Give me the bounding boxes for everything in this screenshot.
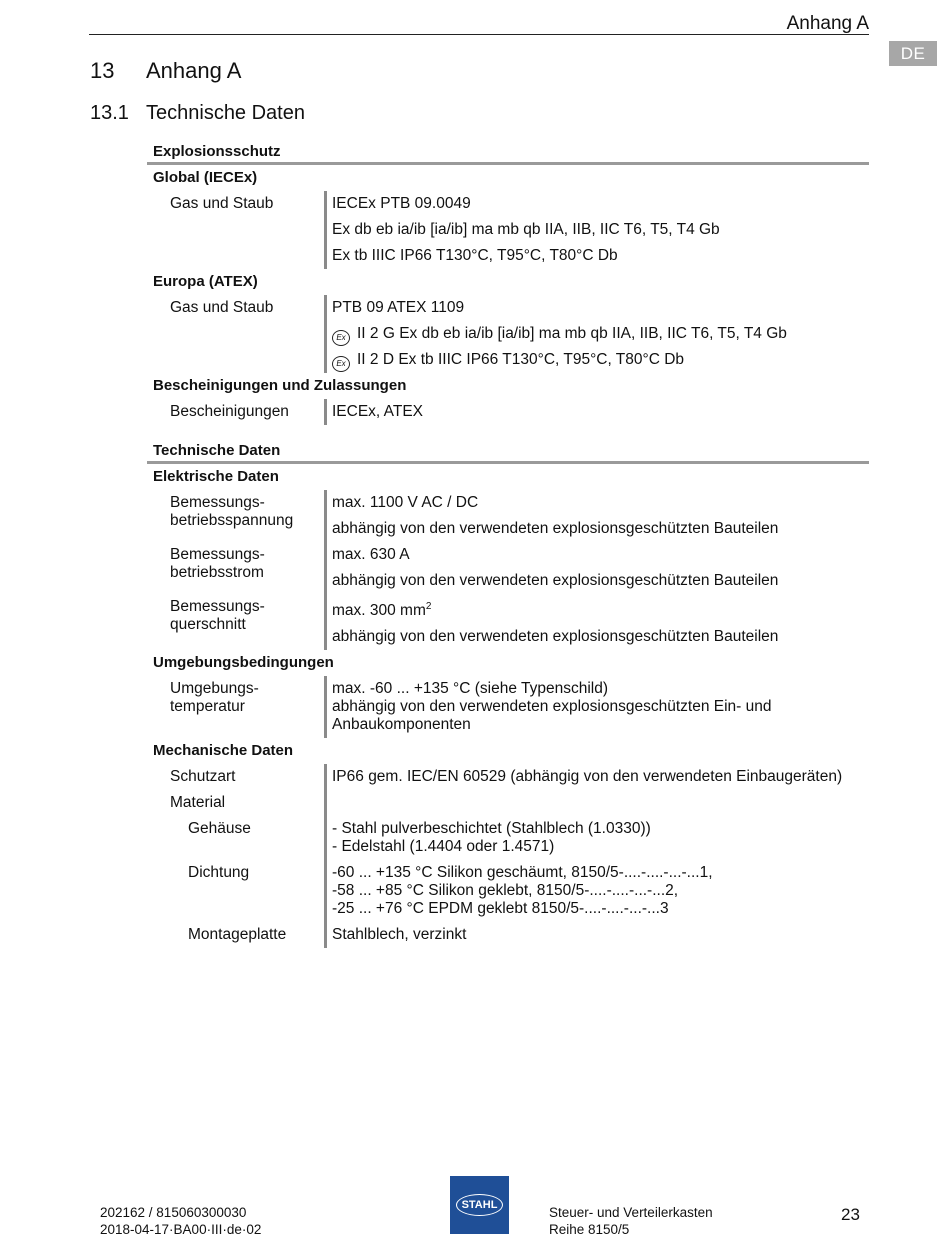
value-text: II 2 D Ex tb IIIC IP66 T130°C, T95°C, T80°C Db [357,351,685,368]
label-line: Umgebungs- [170,680,259,698]
value-text: - Stahl pulverbeschichtet (Stahlblech (1.0330)) [332,820,651,838]
label-line: Bemessungs- [170,598,265,615]
footer-document-info [100,1204,261,1238]
spec-row-europa-gas [147,295,869,373]
spec-row-seal [147,860,869,922]
value-line: PTB 09 ATEX 1109 [332,299,465,316]
spec-row-protection-class [147,764,869,790]
value-text: max. 300 mm [332,602,426,620]
spec-row-mounting-plate [147,922,869,948]
value-line [332,790,869,816]
section-title: Technische Daten [146,102,305,124]
spec-row-certs [147,399,869,425]
value-line: Stahlblech, verzinkt [332,926,467,944]
value-line: IECEx, ATEX [332,403,424,420]
group-title-ambient: Umgebungsbedingungen [153,654,334,672]
value-text: -60 ... +135 °C Silikon geschäumt, 8150/5-....-....-...-...1, [332,864,713,882]
value-block [332,816,869,860]
row-label: Gas und Staub [170,195,274,212]
row-values [324,764,869,790]
group-title-electrical: Elektrische Daten [153,468,279,485]
value-text: Anbaukomponenten [332,716,471,734]
value-line: Ex tb IIIC IP66 T130°C, T95°C, T80°C Db [332,247,618,264]
document-version: 2018-04-17·BA00·III·de·02 [100,1222,262,1237]
logo-text: STAHL [456,1194,503,1216]
value-text: - Edelstahl (1.4404 oder 1.4571) [332,838,555,856]
technical-data-section [147,439,869,948]
value-block [332,860,869,922]
section-heading [90,102,305,125]
row-values [324,399,869,425]
row-label: Gas und Staub [170,299,274,316]
value-line [332,321,869,347]
label-line: betriebsspannung [170,512,294,529]
spec-row-cross-section [147,594,869,650]
row-label: Schutzart [170,768,236,786]
row-values [324,594,869,650]
row-label: Bescheinigungen [170,403,289,420]
row-values [324,542,869,594]
superscript: 2 [425,601,432,612]
value-block [332,676,869,738]
header-rule [89,34,869,35]
value-line: max. 630 A [332,546,410,563]
value-line: abhängig von den verwendeten explosionsgeschützten Bauteilen [332,628,779,646]
row-label: Gehäuse [188,820,251,838]
row-label [147,676,324,738]
document-number: 202162 / 815060300030 [100,1205,247,1220]
section-title-technical: Technische Daten [147,439,869,464]
spec-row-global-gas [147,191,869,269]
value-text: max. -60 ... +135 °C (siehe Typenschild) [332,680,609,698]
ex-marking-icon: Ex [332,330,350,346]
label-line: temperatur [170,698,245,716]
chapter-heading [90,58,241,84]
chapter-title: Anhang A [146,58,242,83]
value-line: IP66 gem. IEC/EN 60529 (abhängig von den verwendeten Einbaugeräten) [332,768,843,786]
value-line: abhängig von den verwendeten explosionsgeschützten Bauteilen [332,520,779,537]
spec-row-voltage [147,490,869,542]
value-text: II 2 G Ex db eb ia/ib [ia/ib] ma mb qb IIA, IIB, IIC T6, T5, T4 Gb [357,325,787,342]
running-header-title: Anhang A [786,13,869,34]
spec-row-ambient-temperature [147,676,869,738]
value-line: max. 1100 V AC / DC [332,494,479,511]
row-values [324,860,869,922]
footer-product-info [549,1204,713,1238]
row-label [147,490,324,542]
ex-marking-icon: Ex [332,356,350,372]
section-number: 13.1 [90,102,129,124]
value-line [332,347,869,373]
row-label [147,542,324,594]
section-title-explosion: Explosionsschutz [147,140,869,165]
row-label [147,594,324,650]
spec-row-housing [147,816,869,860]
row-label: Dichtung [188,864,250,882]
explosion-protection-section [147,140,869,425]
spec-row-material [147,790,869,816]
spec-row-current [147,542,869,594]
group-title-mechanical: Mechanische Daten [153,742,294,760]
row-label: Montageplatte [188,926,287,944]
value-text: -58 ... +85 °C Silikon geklebt, 8150/5-....-....-...-...2, [332,882,679,900]
value-line [332,594,869,624]
row-values [324,191,869,269]
value-line: abhängig von den verwendeten explosionsgeschützten Bauteilen [332,572,779,589]
value-line: IECEx PTB 09.0049 [332,195,471,212]
group-title-certs: Bescheinigungen und Zulassungen [153,377,407,394]
row-values [324,816,869,860]
group-title-europa: Europa (ATEX) [153,273,258,290]
spec-table [147,140,869,962]
row-values [324,295,869,373]
language-badge: DE [889,41,937,66]
row-values [324,676,869,738]
group-title-global: Global (IECEx) [153,169,258,186]
row-values [324,790,869,816]
page-number: 23 [841,1205,860,1224]
label-line: Bemessungs- [170,494,265,511]
value-text: abhängig von den verwendeten explosionsgeschützten Ein- und [332,698,772,716]
product-line-1: Steuer- und Verteilerkasten [549,1205,713,1220]
label-line: Bemessungs- [170,546,265,563]
stahl-logo [450,1176,509,1234]
product-line-2: Reihe 8150/5 [549,1222,630,1237]
row-values [324,922,869,948]
value-text: -25 ... +76 °C EPDM geklebt 8150/5-....-....-...-...3 [332,900,669,918]
chapter-number: 13 [90,58,115,83]
value-line: Ex db eb ia/ib [ia/ib] ma mb qb IIA, IIB, IIC T6, T5, T4 Gb [332,221,720,238]
row-values [324,490,869,542]
label-line: betriebsstrom [170,564,264,581]
label-line: querschnitt [170,616,246,633]
row-label: Material [170,794,226,812]
